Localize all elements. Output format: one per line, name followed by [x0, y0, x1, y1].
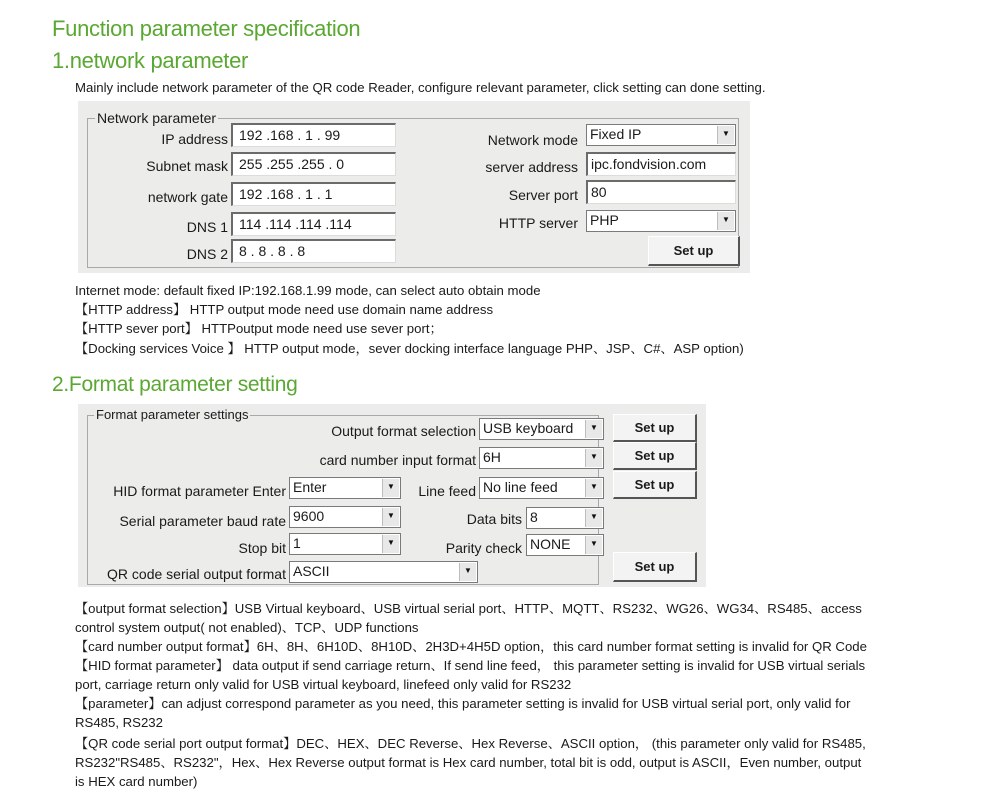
server-address-label: server address: [485, 159, 578, 175]
hid-format-select[interactable]: [289, 477, 401, 499]
section2-note: RS485, RS232: [75, 715, 163, 730]
dropdown-arrow-icon[interactable]: ▼: [585, 420, 602, 438]
section1-heading: 1.network parameter: [52, 48, 249, 73]
page-title: Function parameter specification: [52, 16, 361, 41]
section2-note: RS232"RS485、RS232"，Hex、Hex Reverse output format is Hex card number, total bit is odd, output is ASCII，Even number, output: [75, 755, 862, 770]
dns2-input[interactable]: 8 . 8 . 8 . 8: [231, 239, 396, 263]
network-mode-select[interactable]: [586, 124, 736, 146]
http-server-value: PHP: [590, 212, 619, 228]
http-server-label: HTTP server: [498, 215, 578, 231]
hid-format-setup-button[interactable]: Set up: [613, 471, 697, 499]
server-port-label: Server port: [508, 187, 578, 203]
section2-note: is HEX card number): [75, 774, 198, 789]
dropdown-arrow-icon[interactable]: ▼: [585, 536, 602, 554]
output-format-setup-button[interactable]: Set up: [613, 414, 697, 442]
section2-note: 【card number output format】6H、8H、6H10D、8H10D、2H3D+4H5D option，this card number format setting is invalid for QR Code: [75, 639, 867, 654]
subnet-mask-label: Subnet mask: [146, 158, 228, 174]
dropdown-arrow-icon[interactable]: ▼: [382, 479, 399, 497]
section1-note: 【HTTP address】 HTTP output mode need use domain name address: [75, 302, 494, 317]
parity-check-value: NONE: [530, 536, 571, 552]
parity-check-label: Parity check: [445, 540, 522, 556]
server-address-input[interactable]: ipc.fondvision.com: [586, 152, 736, 176]
network-mode-label: Network mode: [487, 132, 578, 148]
serial-setup-button[interactable]: Set up: [613, 552, 697, 582]
dropdown-arrow-icon[interactable]: ▼: [382, 535, 399, 553]
subnet-mask-input[interactable]: 255 .255 .255 . 0: [231, 152, 396, 176]
section1-note: 【HTTP sever port】 HTTPoutput mode need use sever port；: [75, 321, 443, 336]
stop-bit-label: Stop bit: [238, 540, 286, 556]
section2-note: control system output( not enabled)、TCP、UDP functions: [75, 620, 419, 635]
stop-bit-select[interactable]: [289, 533, 401, 555]
dns2-label: DNS 2: [186, 246, 228, 262]
http-server-select[interactable]: [586, 210, 736, 232]
card-number-format-label: card number input format: [319, 452, 476, 468]
data-bits-value: 8: [530, 509, 538, 525]
format-parameter-panel: [78, 404, 706, 587]
network-mode-value: Fixed IP: [590, 126, 642, 142]
dropdown-arrow-icon[interactable]: ▼: [585, 509, 602, 527]
output-format-value: USB keyboard: [483, 420, 574, 436]
card-number-format-value: 6H: [483, 449, 501, 465]
network-gate-label: network gate: [147, 189, 228, 205]
dropdown-arrow-icon[interactable]: ▼: [717, 126, 734, 144]
hid-format-label: HID format parameter Enter: [113, 483, 286, 499]
section1-intro: Mainly include network parameter of the QR code Reader, configure relevant parameter, click setting can done setting.: [75, 80, 766, 95]
network-parameter-panel: [78, 101, 750, 273]
dropdown-arrow-icon[interactable]: ▼: [585, 449, 602, 467]
section1-note: Internet mode: default fixed IP:192.168.1.99 mode, can select auto obtain mode: [75, 283, 541, 298]
line-feed-label: Line feed: [418, 483, 476, 499]
dropdown-arrow-icon[interactable]: ▼: [459, 563, 476, 581]
format-group-legend: Format parameter settings: [96, 407, 249, 422]
dns1-input[interactable]: 114 .114 .114 .114: [231, 212, 396, 236]
section1-note: 【Docking services Voice 】 HTTP output mode，sever docking interface language PHP、JSP、C#、ASP option): [75, 341, 744, 356]
dns1-label: DNS 1: [186, 219, 228, 235]
qr-serial-format-value: ASCII: [293, 563, 330, 579]
section2-note: 【HID format parameter】 data output if send carriage return、If send line feed， this parameter setting is invalid for USB virtual serials: [75, 658, 866, 673]
qr-serial-format-select[interactable]: [289, 561, 478, 583]
qr-serial-format-label: QR code serial output format: [107, 566, 286, 582]
dropdown-arrow-icon[interactable]: ▼: [382, 508, 399, 526]
line-feed-select[interactable]: [479, 477, 604, 499]
section2-heading: 2.Format parameter setting: [52, 373, 298, 396]
section2-note: port, carriage return only valid for USB virtual keyboard, linefeed only valid for RS232: [75, 677, 572, 692]
format-group-box: [87, 415, 599, 585]
ip-address-label: IP address: [161, 131, 228, 147]
baud-rate-value: 9600: [293, 508, 325, 524]
parity-check-select[interactable]: [526, 534, 604, 556]
network-group-legend: Network parameter: [97, 110, 217, 126]
line-feed-value: No line feed: [483, 479, 558, 495]
network-gate-input[interactable]: 192 .168 . 1 . 1: [231, 182, 396, 206]
server-port-input[interactable]: 80: [586, 180, 736, 204]
section2-note: 【QR code serial port output format】DEC、HEX、DEC Reverse、Hex Reverse、ASCII option， (this parameter only valid for RS485,: [75, 736, 866, 751]
output-format-select[interactable]: [479, 418, 604, 440]
ip-address-input[interactable]: 192 .168 . 1 . 99: [231, 123, 396, 147]
dropdown-arrow-icon[interactable]: ▼: [717, 212, 734, 230]
card-number-setup-button[interactable]: Set up: [613, 442, 697, 470]
data-bits-label: Data bits: [466, 511, 522, 527]
data-bits-select[interactable]: [526, 507, 604, 529]
stop-bit-value: 1: [293, 535, 301, 551]
section2-note: 【parameter】can adjust correspond parameter as you need, this parameter setting is invalid for USB virtual serial port, only valid for: [75, 696, 851, 711]
output-format-label: Output format selection: [331, 423, 476, 439]
card-number-format-select[interactable]: [479, 447, 604, 469]
dropdown-arrow-icon[interactable]: ▼: [585, 479, 602, 497]
baud-rate-label: Serial parameter baud rate: [119, 513, 286, 529]
baud-rate-select[interactable]: [289, 506, 401, 528]
section2-note: 【output format selection】USB Virtual keyboard、USB virtual serial port、HTTP、MQTT、RS232、WG26、WG34、RS485、access: [75, 601, 862, 616]
hid-format-value: Enter: [293, 479, 327, 495]
network-setup-button[interactable]: Set up: [648, 236, 740, 266]
